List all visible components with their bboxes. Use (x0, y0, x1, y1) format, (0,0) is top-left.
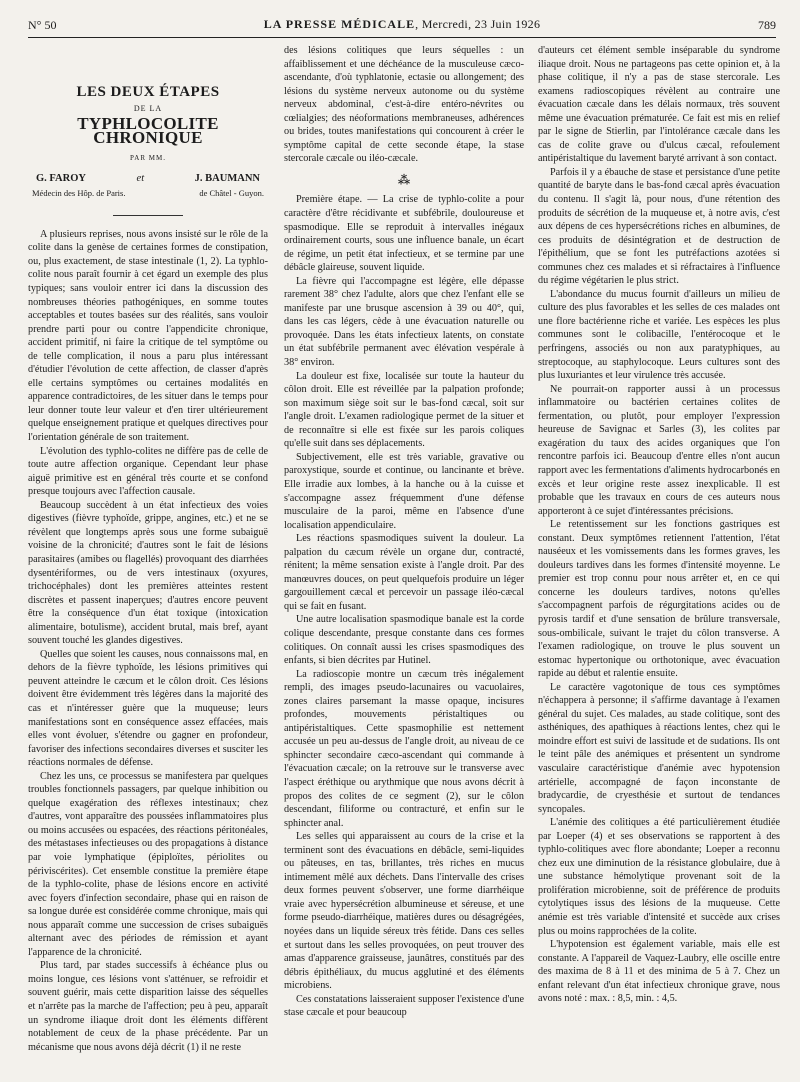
paragraph: Beaucoup succèdent à un état infectieux des voies digestives (fièvre typhoïde, grippe, angines, etc.) et ne se révèlent que longtemps après sous une forme subaiguë voisine de la chronicité; d'autres sont le fait de lésions parasitaires (amibes ou flagellés) provoquant des diarrhées dysentériformes, ou de vers intestinaux (oxyures, trichocéphales) dont les premières atteintes restent discrètes et passent inaperçues; d'autres encore peuvent être la conséquence d'un état toxique (intoxication alimentaire, botulisme), accident brutal, mais bref, ayant souvent touché les glandes digestives. (28, 499, 268, 647)
affiliation-2: de Châtel - Guyon. (199, 188, 264, 199)
paragraph: La radioscopie montre un cæcum très inégalement rempli, des images pseudo-lacunaires ou vacuolaires, zones claires parsemant la masse opaque, incisures profondes, mouvements péristaltiques ou antipéristaltiques. Cette spasmophilie est nettement accusée un peu au-dessus de l'angle droit, au niveau de ce sphincter secondaire cæco-ascendant qui commande à l'évacuation cæcale; on la retrouve sur le transverse avec l'aspect éréthique ou arythmique que nous avons décrit à propos des colites de ce segment (2), sur le côlon descendant, filiforme ou contracturé, et enfin sur le sphincter anal. (284, 668, 524, 829)
paragraph: L'anémie des colitiques a été particulièrement étudiée par Loeper (4) et ses observations se rapportent à des typhlo-colitiques avec flore abondante; Loeper a reconnu chez eux une diminution de la résistance globulaire, due à une substance hémolytique provenant soit de la prolifération microbienne, soit de préférence de produits cytolytiques issus des lésions de la muqueuse. Cette anémie est très variable d'intensité et succède aux crises plus ou moins rapprochées de la colite. (538, 817, 780, 937)
paragraph: A plusieurs reprises, nous avons insisté sur le rôle de la colite dans la genèse de certaines formes de constipation, ou, plus exactement, de stase intestinale (1, 2). La typhlo-colite nous paraît fournir à cet égard un exemple des plus typiques; sans vouloir entrer ici dans la discussion des nombreuses théories pathogéniques, en somme toutes acceptables et toutes basées sur des réalités, sans vouloir prendre parti pour ou contre l'appendicite chronique, accident primitif, ni faire la critique de tel symptôme ou de telle complication, il nous a paru plus intéressant d'étudier l'évolution de cette affection, de classer d'après elle certains symptômes ou certaines modalités en apparence contradictoires, de les situer dans le temps pour leur donner toute leur valeur et d'en tirer ultérieurement quelque enseignement pratique et quelques directives pour l'orientation générale de son traitement. (28, 228, 268, 444)
journal-name: LA PRESSE MÉDICALE (263, 17, 416, 31)
column-1 (28, 46, 268, 1054)
authors (36, 172, 260, 186)
affiliations (32, 187, 264, 201)
paragraph: Subjectivement, elle est très variable, gravative ou paroxystique, sourde et continue, ou lancinante et brève. Elle irradie aux lombes, à la hanche ou à la cuisse et s'accompagne assez fréquemment d'une défense musculaire de la paroi, même en l'absence d'une localisation appendiculaire. (284, 451, 524, 531)
paragraph: Les selles qui apparaissent au cours de la crise et la terminent sont des évacuations en débâcle, semi-liquides ou pâteuses, en tas, brillantes, très riches en mucus intimement mêlé aux déchets. Dans l'intervalle des crises deux formes peuvent s'observer, une forme diarrhéique vraie avec hypersécrétion albumineuse et séreuse, et une forme pseudo-diarrhéique, matières dures ou désagrégées, noyées dans un liquide séreux très fétide. Dans ces selles et surtout dans les selles provoquées, on peut trouver des amas d'apparence graisseuse, jaunâtres, constitués par des débris épithéliaux, du mucus agglutiné et des éléments microbiens. (284, 831, 524, 992)
author-2: J. BAUMANN (194, 172, 260, 184)
paragraph: Le caractère vagotonique de tous ces symptômes n'échappera à personne; il s'affirme davantage à l'examen général du sujet. Ces malades, au stade colitique, sont des asthéniques, des apathiques à réactions lentes, chez qui le moindre effort est suivi de lassitude et de sudations. Ils ont le teint pâle des anémiques et présentent un syndrome vasculaire caractéristique d'anémie avec hypotension artérielle, accompagné de façon inconstante de bradycardie, de cryesthésie et surtout de tendances syncopales. (538, 681, 780, 815)
paragraph: L'abondance du mucus fournit d'ailleurs un milieu de culture des plus favorables et les selles de ces malades ont une flore bactérienne riche et variée. Les espèces les plus communes sont le colibacille, l'entérocoque et le perfringens, associés ou non aux paratyphiques, au streptocoque, au staphylocoque. Leurs cultures sont des plus luxuriantes et leur virulence très accusée. (538, 288, 780, 382)
paragraph: Première étape. — La crise de typhlo-colite a pour caractère d'être récidivante et subfébrile, douloureuse et spasmodique. Elle se reproduit à intervalles inégaux ordinairement courts, sous une influence banale, un écart de régime, un petit état infectieux, et se termine par une débâcle glaireuse, souvent liquide. (284, 194, 524, 274)
paragraph: d'auteurs cet élément semble inséparable du syndrome iliaque droit. Nous ne partageons pas cette opinion et, à la phase colitique, il n'y a pas de stase stercorale. Les examens radioscopiques révèlent au contraire une évacuation cæcale dans les délais normaux, très souvent même une évacuation prématurée. Ce fait est mis en relief par le signe de Stierlin, par l'intolérance cæcale dans les cas de colite grave ou d'ulcus cæcal, refoulement antipéristaltique du lavement baryté arrivant à son contact. (538, 45, 780, 165)
paragraph: Chez les uns, ce processus se manifestera par quelques troubles fonctionnels passagers, par quelque inhibition ou quelque exagération des réflexes intestinaux; chez d'autres, vont apparaître des poussées inflammatoires plus ou moins accusées ou espacées, des réactions péritonéales, des métastases infectieuses ou des propagations à distance par voie lymphatique (épiploïtes, périolites ou périviscérites). Cet ensemble constitue la première étape de la typhlo-colite, phase de lésions encore en activité avec foyers d'infection secondaire, phase qui en raison de sa longue durée est considérée comme chronique, mais qui nous apparaît comme une succession de crises subaiguës alternant avec des périodes de rémission et ayant l'apparence de la chronicité. (28, 770, 268, 958)
paragraph: La douleur est fixe, localisée sur toute la hauteur du côlon droit. Elle est réveillée par la palpation profonde; son maximum siège soit sur le bas-fond cæcal, soit sur l'angle droit. L'examen radiologique permet de la situer et de reconnaître si elle est fixée sur les parois coliques qu'elle suit dans ses déplacements. (284, 370, 524, 450)
column-3 (538, 44, 780, 1006)
page-number: 789 (758, 18, 776, 32)
paragraph: Les réactions spasmodiques suivent la douleur. La palpation du cæcum révèle un organe dur, contracté, rénitent; la même sensation existe à l'angle droit. Par des manœuvres douces, on peut quelquefois produire un léger gargouillement cæcal et percevoir un passage iléo-cæcal qui se fait en fusant. (284, 533, 524, 612)
column-2 (284, 44, 524, 1020)
issue-date: , Mercredi, 23 Juin 1926 (415, 17, 541, 31)
header-rule (28, 37, 776, 38)
paragraph: L'évolution des typhlo-colites ne diffère pas de celle de toute autre affection organique. Cependant leur phase aiguë primitive est en général très courte et se confond presque toujours avec l'affection causale. (28, 445, 268, 498)
article-title-line2: DE LA (133, 103, 163, 113)
affiliation-1: Médecin des Hôp. de Paris. (32, 188, 126, 199)
running-title (28, 17, 776, 32)
article-title-line1: LES DEUX ÉTAPES (76, 84, 220, 100)
byline-label: PAR MM. (130, 154, 166, 163)
paragraph: des lésions colitiques que leurs séquelles : un affaiblissement et une déchéance de la musculeuse cæco-ascendante, d'où typhlatonie, ectasie ou allongement; des lésions du système nerveux autonome ou du système nerveux abdominal, c'est-à-dire entéro-névrites ou cœlialgies; des néoformations membraneuses, adhérences ou brides, toutes manifestations qui concourent à créer le symptôme capital de cette seconde étape, la stase stercorale cæcale ou iléo-cæcale. (284, 45, 524, 165)
issue-number: N° 50 (28, 18, 57, 32)
paragraph: Quelles que soient les causes, nous connaissons mal, en dehors de la fièvre typhoïde, les lésions primitives qui peuvent atteindre le cæcum et le côlon droit. Ces lésions doivent être évidemment très légères dans la majorité des cas et n'intéresser guère que la muqueuse; leurs manifestations sont en conséquence assez effacées, mais elles vont évoluer, s'étendre ou gagner en profondeur, favoriser des infections secondaires diverses et susciter les réactions normales de défense. (28, 648, 268, 769)
paragraph: La fièvre qui l'accompagne est légère, elle dépasse rarement 38° chez l'adulte, alors que chez l'enfant elle se manifeste par une brusque ascension à 39 ou 40°, qui, dans les cas légers, cède à une évacuation naturelle ou provoquée. Dans les états infectieux latents, on constate un état subfébrile permanent avec élévation vespérale à 38° environ. (284, 275, 524, 369)
article-title-line3: TYPHLOCOLITE CHRONIQUE (77, 114, 219, 147)
paragraph: Le retentissement sur les fonctions gastriques est constant. Deux symptômes retiennent l'attention, l'état nauséeux et les vomissements dans les formes graves, les douleurs tardives dans les formes d'intensité moyenne. Le premier est trop connu pour nous arrêter et, en ce qui concerne les douleurs tardives, notons qu'elles s'accompagnent parfois de régurgitations acides ou de pyrosis tardif et d'une sensation de brûlure transversale, sous-ombilicale, suivant le trajet du côlon transverse. A l'examen radiologique, on trouve le plus souvent un estomac hypertonique ou orthotonique, avec évacuation rapide au début et ralentie ensuite. (538, 519, 780, 680)
paragraph: Parfois il y a ébauche de stase et persistance d'une petite quantité de baryte dans le bas-fond cæcal après évacuation du contenu. Il s'agit là, pour nous, d'une rétention des produits de sécrétion de la muqueuse et, à notre avis, c'est aux dépens de ces hypersécrétions riches en albumines, de ces produits de désintégration et de destruction de l'épithélium, que se font les putréfactions azotées si communes chez ces malades et si réfractaires à l'influence du régime végétarien le plus strict. (538, 166, 780, 287)
title-separator (113, 215, 183, 216)
paragraph: L'hypotension est également variable, mais elle est constante. A l'appareil de Vaquez-Laubry, elle oscille entre des maxima de 8 à 11 et des minima de 5 à 7. Chez un enfant relevant d'un état infectieux chronique grave, nous avons noté : max. : 8,5, min. : 4,5. (538, 939, 780, 1005)
author-1: G. FAROY (36, 172, 86, 184)
paragraph: Plus tard, par stades successifs à échéance plus ou moins longue, ces lésions vont s'atténuer, se refroidir et souvent guérir, mais cette disparition laisse des séquelles et n'arrête pas la marche de l'affection; peu à peu, apparaît un syndrome iliaque droit dont les éléments diffèrent notablement de ceux de la phase précédente. Par un mécanisme que nous avons déjà décrit (1) il ne reste (28, 960, 268, 1053)
paragraph: Ne pourrait-on rapporter aussi à un processus inflammatoire ou bactérien certaines colites de fermentation, ou plutôt, pour employer l'expression heureuse de Savignac et Sarles (3), les colites par exagération du taux des acides organiques que l'on rencontre parfois ici. Beaucoup d'entre elles n'ont aucun rapport avec les fermentations d'aliments hydrocarbonés en excès et leur origine reste assez inexplicable. Il est probable que les travaux en cours de ces auteurs nous apporteront à ce sujet d'intéressantes précisions. (538, 383, 780, 517)
paragraph: Une autre localisation spasmodique banale est la corde colique descendante, presque constante dans ces formes colitiques. On connaît aussi les crises spasmodiques des enfants, si bien décrites par Hutinel. (284, 614, 524, 667)
paragraph: Ces constatations laisseraient supposer l'existence d'une stase cæcale et pour beaucoup (284, 993, 524, 1019)
author-conjunction: et (136, 172, 145, 184)
page-header (28, 16, 776, 36)
section-asterism: ⁂ (397, 172, 411, 187)
